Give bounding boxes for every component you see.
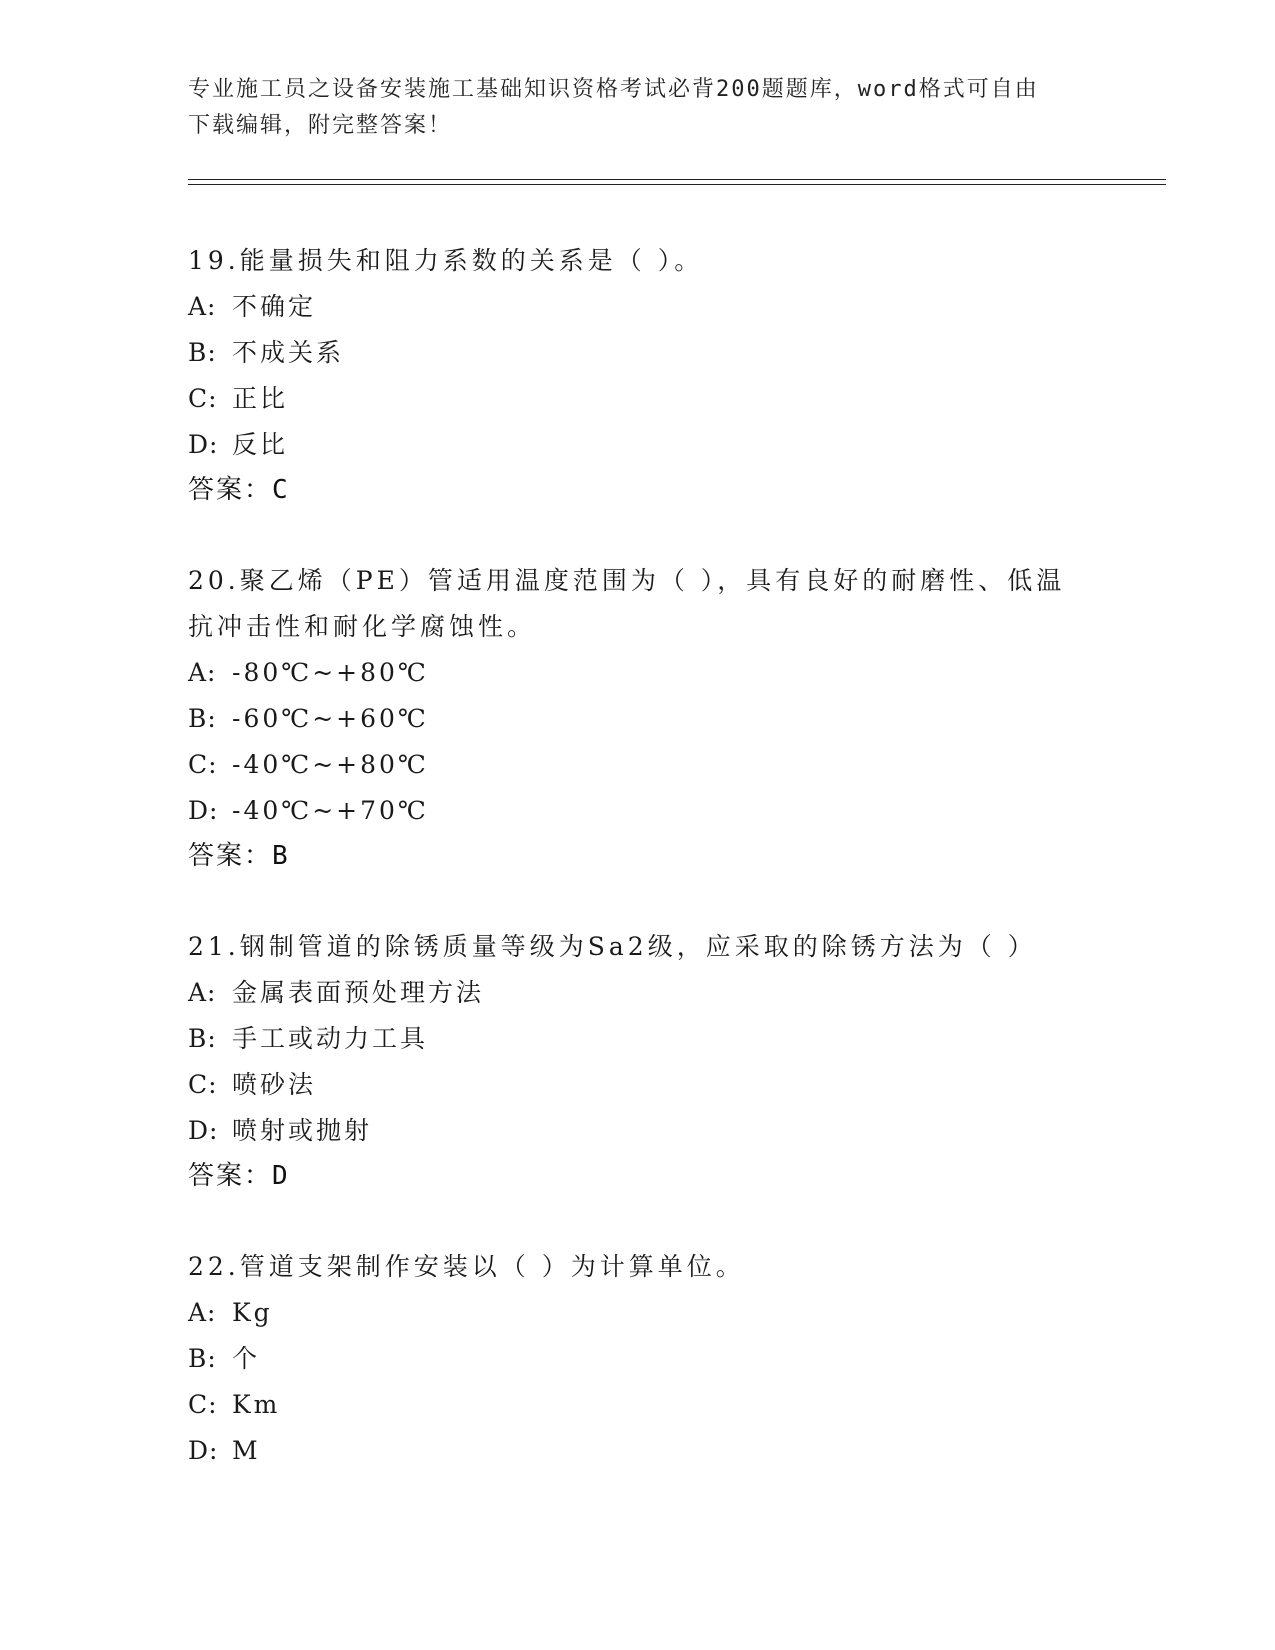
option-c	[188, 1062, 1088, 1108]
question-stem: 22.管道支架制作安装以（ ）为计算单位。	[188, 1252, 745, 1281]
question-22	[188, 1244, 1088, 1474]
option-b	[188, 330, 1088, 376]
option-text: 个	[232, 1344, 261, 1373]
question-21	[188, 924, 1088, 1198]
document-header	[188, 72, 1088, 144]
option-a	[188, 970, 1088, 1016]
option-text: M	[232, 1436, 261, 1465]
question-stem: 19.能量损失和阻力系数的关系是（ ）。	[188, 246, 704, 275]
option-text: 正比	[232, 384, 289, 413]
option-text: 不成关系	[232, 338, 345, 367]
option-text: 不确定	[232, 292, 317, 321]
answer-line: 答案：B	[188, 841, 290, 871]
option-letter: A:	[188, 658, 217, 687]
option-b	[188, 696, 1088, 742]
question-spacer	[188, 512, 1088, 558]
option-text: 金属表面预处理方法	[232, 978, 485, 1007]
option-letter: A:	[188, 978, 217, 1007]
option-c	[188, 376, 1088, 422]
answer-line: 答案：C	[188, 475, 290, 505]
header-divider-bottom	[188, 184, 1166, 185]
option-b	[188, 1016, 1088, 1062]
option-letter: D:	[188, 1436, 219, 1465]
option-letter: D:	[188, 796, 219, 825]
option-letter: B:	[188, 704, 217, 733]
question-spacer	[188, 1198, 1088, 1244]
option-letter: C:	[188, 750, 218, 779]
option-d	[188, 422, 1088, 468]
option-text: -60℃~+60℃	[232, 704, 429, 733]
question-20	[188, 558, 1088, 878]
option-letter: A:	[188, 1298, 217, 1327]
option-letter: B:	[188, 1344, 217, 1373]
question-stem-continued: 抗冲击性和耐化学腐蚀性。	[188, 612, 537, 641]
option-letter: C:	[188, 384, 218, 413]
option-text: -40℃~+70℃	[232, 796, 429, 825]
option-c	[188, 742, 1088, 788]
option-d	[188, 1428, 1088, 1474]
option-text: Kg	[232, 1298, 273, 1327]
option-text: 喷砂法	[232, 1070, 317, 1099]
option-letter: C:	[188, 1070, 218, 1099]
option-text: -80℃~+80℃	[232, 658, 429, 687]
option-letter: B:	[188, 338, 217, 367]
header-divider-top	[188, 179, 1166, 180]
option-text: 喷射或抛射	[232, 1116, 373, 1145]
option-text: -40℃~+80℃	[232, 750, 429, 779]
question-stem: 21.钢制管道的除锈质量等级为Sa2级，应采取的除锈方法为（ ）	[188, 932, 1037, 961]
question-stem: 20.聚乙烯（PE）管适用温度范围为（ ），具有良好的耐磨性、低温	[188, 566, 1066, 595]
question-list	[188, 238, 1088, 1474]
option-b	[188, 1336, 1088, 1382]
header-line-1: 专业施工员之设备安装施工基础知识资格考试必背200题题库，word格式可自由	[188, 77, 1039, 102]
option-letter: C:	[188, 1390, 218, 1419]
option-c	[188, 1382, 1088, 1428]
answer-line: 答案：D	[188, 1161, 290, 1191]
option-d	[188, 788, 1088, 834]
option-a	[188, 650, 1088, 696]
option-letter: A:	[188, 292, 217, 321]
option-text: 反比	[232, 430, 289, 459]
header-line-2: 下载编辑，附完整答案！	[188, 113, 453, 138]
option-letter: D:	[188, 1116, 219, 1145]
option-a	[188, 1290, 1088, 1336]
option-letter: B:	[188, 1024, 217, 1053]
option-text: Km	[232, 1390, 281, 1419]
option-letter: D:	[188, 430, 219, 459]
question-19	[188, 238, 1088, 512]
option-a	[188, 284, 1088, 330]
option-text: 手工或动力工具	[232, 1024, 429, 1053]
option-d	[188, 1108, 1088, 1154]
question-spacer	[188, 878, 1088, 924]
